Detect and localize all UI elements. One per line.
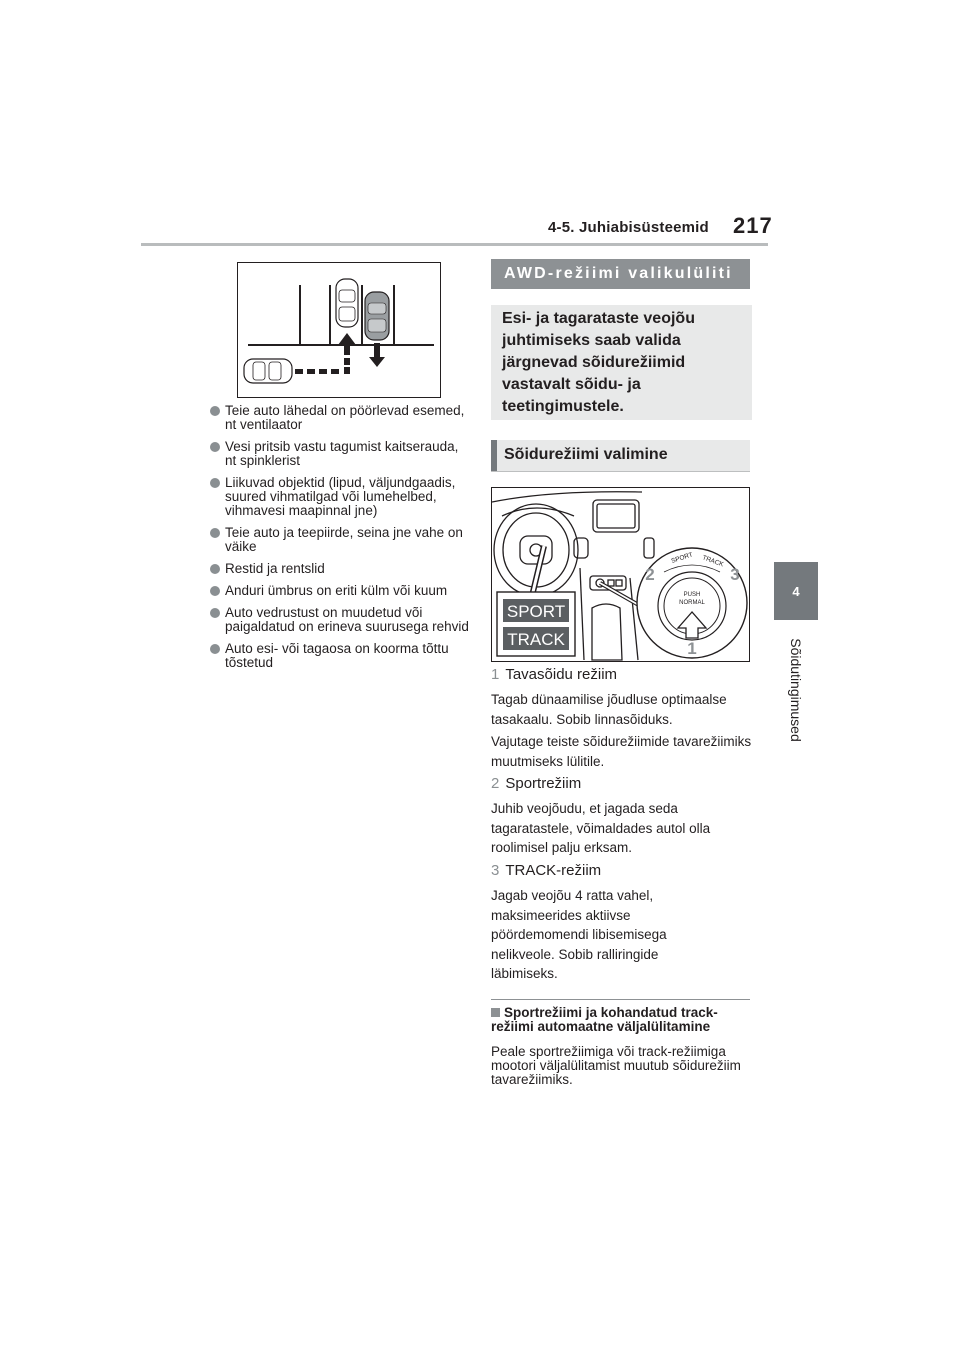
page-number: 217 [733,213,773,238]
parking-diagram [238,263,440,397]
note-body: Peale sportrežiimiga või track-režiimiga mootori väljalülitamist muutub sõidurežiim tavarežiimiks. [491,1044,741,1087]
list-item: Restid ja rentslid [210,562,472,576]
up-arrow-icon [338,333,356,355]
dial-track-text: TRACK [701,554,725,569]
mode-paragraph: Juhib veojõudu, et jagada seda tagaratastele, võimaldades autol olla roolimisel palju erksam. [491,801,711,855]
own-car-approaching [244,359,292,383]
mode-number: 1 [491,666,500,683]
list-item: Teie auto ja teepiirde, seina jne vahe on väike [210,526,472,554]
drive-mode-illustration [491,487,750,662]
down-arrow-icon [369,343,385,367]
dial-sport-text: SPORT [670,551,694,565]
list-item: Vesi pritsib vastu tagumist kaitserauda, nt spinklerist [210,440,472,468]
list-item: Auto vedrustust on muudetud või paigaldatud on erineva suurusega rehvid [210,606,472,634]
list-item: Liikuvad objektid (lipud, väljundgaadis, suured vihmatilgad või lumehelbed, vihmavesi maapinnal jne) [210,476,472,518]
bullet-icon [210,528,220,538]
note-square-icon [491,1008,500,1017]
mode-number: 2 [491,775,500,792]
sport-label: SPORT [506,602,566,621]
mode-title: Sportrežiim [505,775,582,792]
chapter-number: 4 [792,583,800,599]
list-item: Auto esi- või tagaosa on koorma tõttu tõstetud [210,642,472,670]
running-header-section: 4-5. Juhiabisüsteemid [548,219,709,236]
mode-number: 3 [491,862,500,879]
mode-paragraph: Tagab dünaamilise jõudluse optimaalse tasakaalu. Sobib linnasõiduks. [491,692,727,727]
bullet-icon [210,644,220,654]
bullet-icon [210,442,220,452]
callout-1: 1 [687,639,697,658]
mode-paragraph: Vajutage teiste sõidurežiimide tavarežiimiks muutmiseks lülitile. [491,734,752,769]
dashboard-diagram [492,488,749,661]
mode-title: Tavasõidu režiim [505,666,618,683]
list-item: Anduri ümbrus on eriti külm või kuum [210,584,472,598]
bullet-icon [210,478,220,488]
track-label: TRACK [507,630,565,649]
heading-bar [491,440,497,471]
parking-illustration [237,262,441,398]
own-car-parked [336,279,358,327]
header-rule [141,243,768,246]
subsection-heading [491,440,750,472]
bullet-icon [210,608,220,618]
chapter-tab [774,562,818,620]
bullet-icon [210,406,220,416]
bullet-icon [210,586,220,596]
callout-3: 3 [730,565,740,584]
mode-heading-3 [491,862,601,879]
svg-text:NORMAL: NORMAL [679,600,705,606]
section-title: AWD-režiimi valikulüliti [491,259,750,289]
chapter-title-vertical [782,630,810,750]
mode-heading-1 [491,666,617,683]
callout-2: 2 [645,565,655,584]
condition-list [210,404,472,678]
chapter-title: Sõidutingimused [788,638,804,742]
intro-box: Esi- ja tagarataste veojõu juhtimiseks saab valida järgnevad sõidurežiimid vastavalt sõidu- ja teetingimustele. [491,305,752,420]
note-rule [491,999,750,1000]
mode-heading-2 [491,775,581,792]
subsection-title: Sõidurežiimi valimine [504,446,668,463]
mode-paragraph: Jagab veojõu 4 ratta vahel, maksimeerides aktiivse pöördemomendi libisemisega nelikveole. Sobib ralliringide läbimiseks. [491,888,667,981]
other-car [365,292,389,340]
bullet-icon [210,564,220,574]
note-title: Sportrežiimi ja kohandatud track-režiimi automaatne väljalülitamine [491,1005,718,1034]
list-item: Teie auto lähedal on pöörlevad esemed, nt ventilaator [210,404,472,432]
svg-text:PUSH: PUSH [683,592,701,598]
mode-title: TRACK-režiim [505,862,602,879]
